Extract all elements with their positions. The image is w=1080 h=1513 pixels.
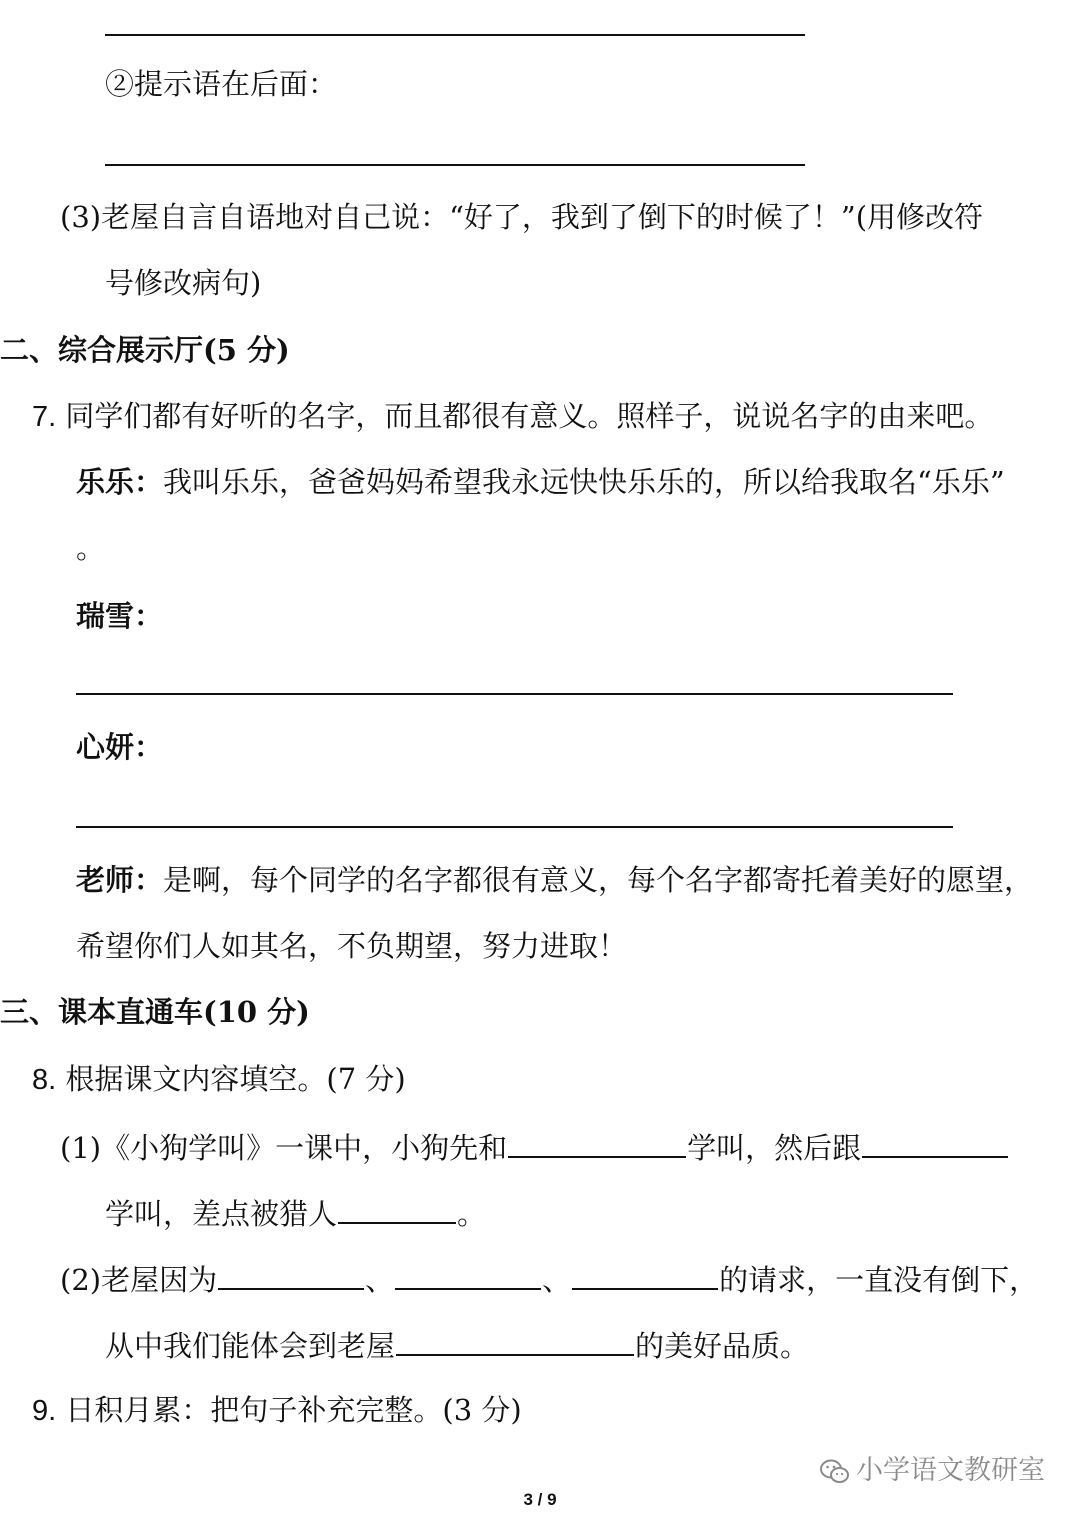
fill-blank[interactable] — [218, 1258, 364, 1290]
fill-blank[interactable] — [508, 1126, 686, 1158]
q8-sub2-line1 — [60, 1258, 1038, 1300]
fill-text: 从中我们能体会到老屋 — [105, 1329, 396, 1363]
dialogue-text: 我叫乐乐，爸爸妈妈希望我永远快快乐乐的，所以给我取名“乐乐” — [163, 465, 1005, 499]
fill-text: (1)《小狗学叫》一课中，小狗先和 — [60, 1131, 508, 1165]
fill-blank[interactable] — [338, 1192, 456, 1224]
question-7 — [32, 396, 993, 437]
question-number: 8. — [32, 1064, 57, 1096]
fill-blank[interactable] — [396, 1324, 634, 1356]
q6-sub2-label: ②提示语在后面： — [105, 67, 338, 101]
q8-sub1-line2 — [105, 1192, 486, 1234]
q6-sub3-line2: 号修改病句) — [105, 266, 262, 300]
fill-blank[interactable] — [572, 1258, 718, 1290]
question-text: 日积月累：把句子补充完整。(3 分) — [65, 1393, 522, 1427]
fill-text: (2)老屋因为 — [60, 1263, 218, 1297]
dialogue-lele — [76, 462, 1005, 502]
fill-text: 学叫，然后跟 — [687, 1131, 862, 1165]
speaker-xinyan: 心妍： — [76, 730, 164, 764]
question-number: 9. — [32, 1395, 57, 1427]
question-8 — [32, 1059, 406, 1100]
dialogue-text: 是啊，每个同学的名字都很有意义，每个名字都寄托着美好的愿望， — [163, 863, 1034, 897]
dialogue-teacher — [76, 860, 1033, 900]
speaker-ruixue: 瑞雪： — [76, 599, 164, 633]
q6-sub3-line1: (3)老屋自言自语地对自己说：“好了，我到了倒下的时候了！”(用修改符 — [60, 200, 984, 234]
question-number: 7. — [32, 401, 57, 433]
fill-text: 的美好品质。 — [635, 1329, 810, 1363]
fill-text: 的请求，一直没有倒下， — [719, 1263, 1039, 1297]
page-number: 3 / 9 — [523, 1490, 557, 1509]
answer-line — [76, 693, 953, 695]
fill-blank[interactable] — [395, 1258, 541, 1290]
wechat-icon — [820, 1459, 850, 1485]
question-9 — [32, 1390, 522, 1431]
section-heading: 二、综合展示厅(5 分) — [0, 333, 290, 367]
fill-text: 。 — [457, 1197, 487, 1231]
answer-line — [105, 34, 805, 36]
fill-text: 学叫，差点被猎人 — [105, 1197, 338, 1231]
fill-text: 、 — [365, 1263, 395, 1297]
watermark-text: 小学语文教研室 — [856, 1455, 1045, 1486]
q8-sub2-line2 — [105, 1324, 809, 1366]
answer-line — [76, 826, 953, 828]
watermark — [820, 1448, 1045, 1487]
dialogue-teacher-line2: 希望你们人如其名，不负期望，努力进取！ — [76, 929, 628, 963]
fill-text: 、 — [542, 1263, 572, 1297]
speaker-name: 老师： — [76, 863, 164, 897]
question-text: 根据课文内容填空。(7 分) — [65, 1062, 406, 1096]
answer-line — [105, 164, 805, 166]
question-text: 同学们都有好听的名字，而且都很有意义。照样子，说说名字的由来吧。 — [65, 399, 994, 433]
fill-blank[interactable] — [862, 1126, 1008, 1158]
speaker-name: 乐乐： — [76, 465, 164, 499]
section-heading: 三、课本直通车(10 分) — [0, 995, 310, 1029]
dialogue-lele-end: 。 — [76, 531, 106, 565]
q8-sub1-line1 — [60, 1126, 1009, 1168]
